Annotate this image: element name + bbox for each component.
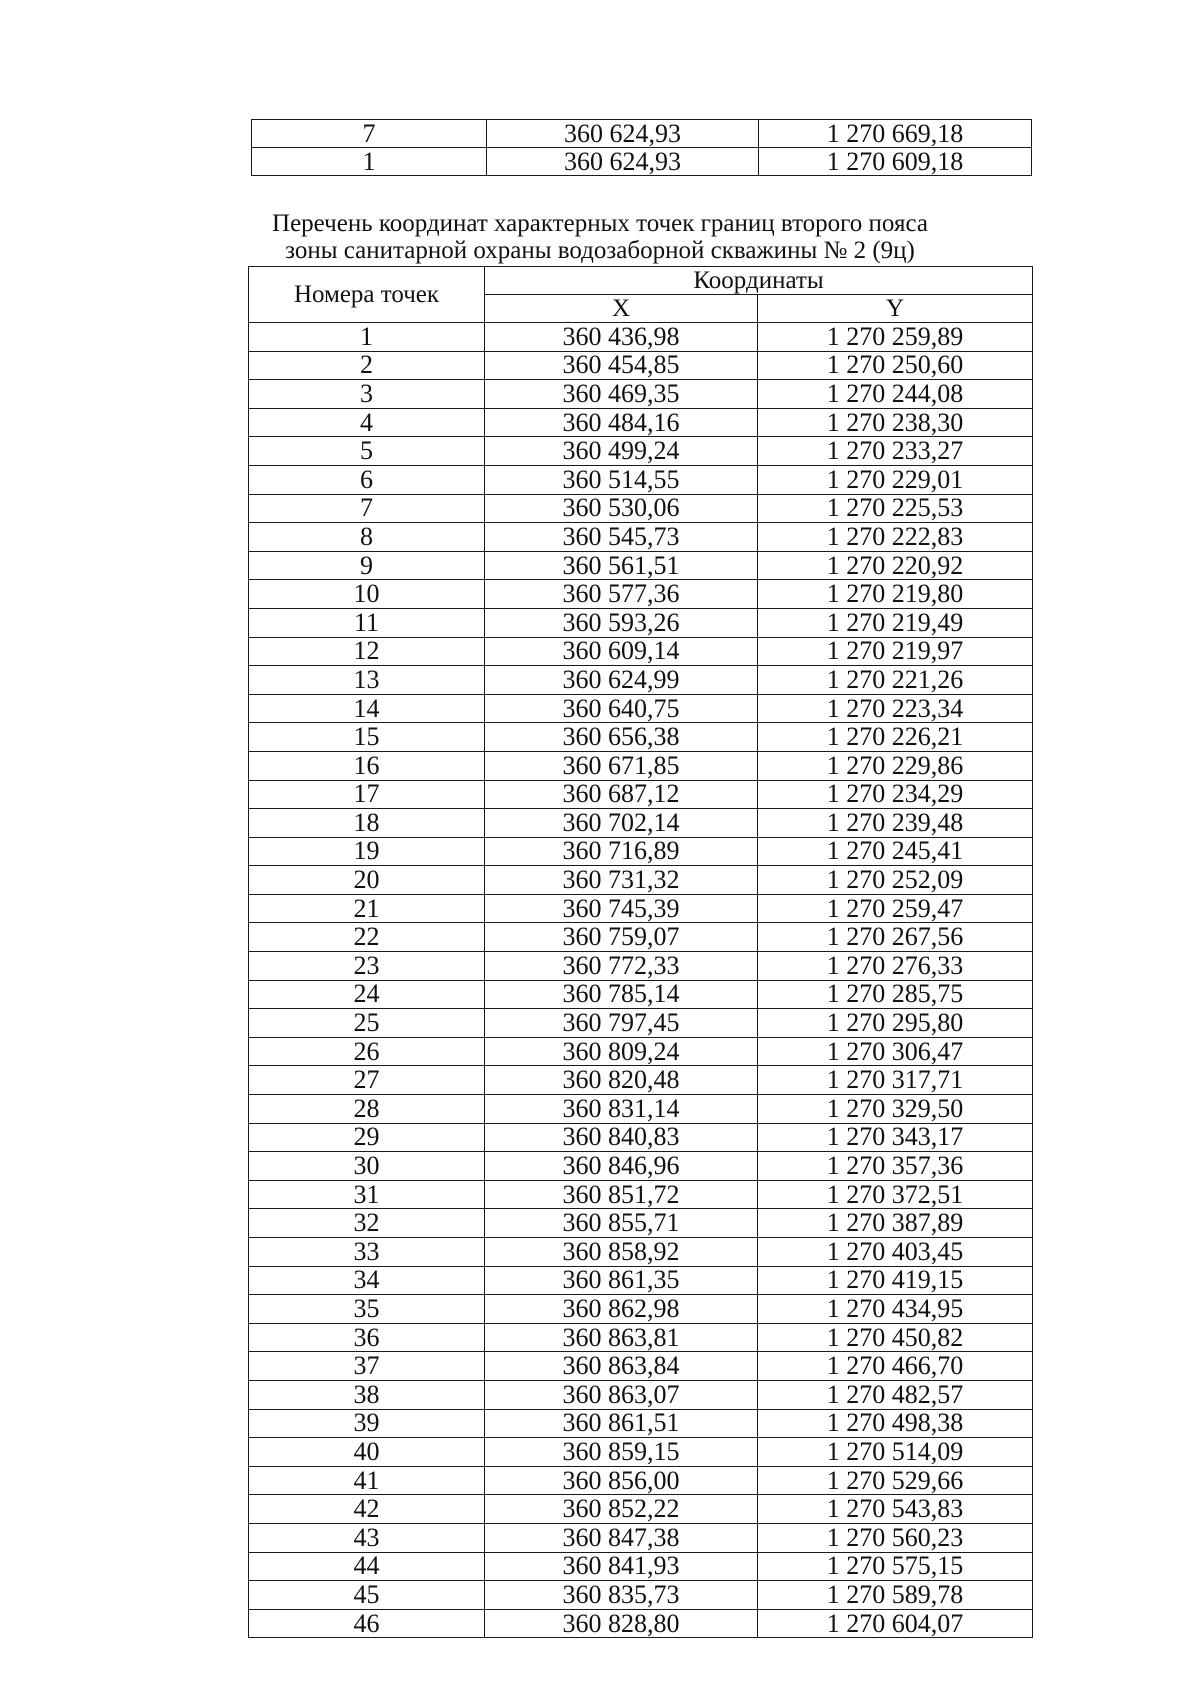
table-row (249, 1438, 1033, 1467)
point-number-cell: 28 (249, 1095, 485, 1124)
point-number-cell: 17 (249, 780, 485, 809)
previous-table-body (252, 120, 1032, 176)
y-coordinate-cell: 1 270 234,29 (758, 780, 1033, 809)
y-coordinate-cell: 1 270 575,15 (758, 1552, 1033, 1581)
table-title-line-2: зоны санитарной охраны водозаборной скважины № 2 (9ц) (285, 237, 915, 264)
x-coordinate-cell: 360 624,99 (485, 666, 758, 695)
x-coordinate-cell: 360 561,51 (485, 551, 758, 580)
y-coordinate-cell: 1 270 219,49 (758, 608, 1033, 637)
point-number-cell: 45 (249, 1581, 485, 1610)
point-number-cell: 46 (249, 1609, 485, 1638)
table-row (249, 1609, 1033, 1638)
table-row (249, 408, 1033, 437)
y-coordinate-cell: 1 270 604,07 (758, 1609, 1033, 1638)
x-coordinate-cell: 360 846,96 (485, 1152, 758, 1181)
table-row (249, 1552, 1033, 1581)
x-coordinate-cell: 360 484,16 (485, 408, 758, 437)
point-number-cell: 34 (249, 1266, 485, 1295)
x-coordinate-cell: 360 545,73 (485, 523, 758, 552)
table-row (249, 980, 1033, 1009)
table-row (249, 780, 1033, 809)
table-row (249, 1380, 1033, 1409)
table-row (249, 923, 1033, 952)
header-coordinates: Координаты (485, 267, 1033, 295)
x-coordinate-cell: 360 624,93 (487, 120, 759, 148)
y-coordinate-cell: 1 270 343,17 (758, 1123, 1033, 1152)
x-coordinate-cell: 360 856,00 (485, 1466, 758, 1495)
point-number-cell: 43 (249, 1523, 485, 1552)
table-row (252, 120, 1032, 148)
x-coordinate-cell: 360 469,35 (485, 380, 758, 409)
x-coordinate-cell: 360 785,14 (485, 980, 758, 1009)
table-row (249, 1095, 1033, 1124)
table-row (249, 1409, 1033, 1438)
x-coordinate-cell: 360 514,55 (485, 465, 758, 494)
table-row (249, 551, 1033, 580)
x-coordinate-cell: 360 831,14 (485, 1095, 758, 1124)
y-coordinate-cell: 1 270 259,89 (758, 323, 1033, 352)
coordinates-table-header (249, 267, 1033, 323)
table-row (249, 523, 1033, 552)
x-coordinate-cell: 360 454,85 (485, 351, 758, 380)
x-coordinate-cell: 360 828,80 (485, 1609, 758, 1638)
x-coordinate-cell: 360 671,85 (485, 751, 758, 780)
table-row (249, 894, 1033, 923)
y-coordinate-cell: 1 270 589,78 (758, 1581, 1033, 1610)
table-row (249, 1037, 1033, 1066)
y-coordinate-cell: 1 270 295,80 (758, 1009, 1033, 1038)
x-coordinate-cell: 360 716,89 (485, 837, 758, 866)
point-number-cell: 30 (249, 1152, 485, 1181)
y-coordinate-cell: 1 270 498,38 (758, 1409, 1033, 1438)
point-number-cell: 41 (249, 1466, 485, 1495)
y-coordinate-cell: 1 270 259,47 (758, 894, 1033, 923)
x-coordinate-cell: 360 656,38 (485, 723, 758, 752)
x-coordinate-cell: 360 809,24 (485, 1037, 758, 1066)
y-coordinate-cell: 1 270 219,80 (758, 580, 1033, 609)
table-row (249, 1180, 1033, 1209)
point-number-cell: 44 (249, 1552, 485, 1581)
point-number-cell: 40 (249, 1438, 485, 1467)
y-coordinate-cell: 1 270 514,09 (758, 1438, 1033, 1467)
table-row (249, 608, 1033, 637)
y-coordinate-cell: 1 270 543,83 (758, 1495, 1033, 1524)
x-coordinate-cell: 360 840,83 (485, 1123, 758, 1152)
point-number-cell: 39 (249, 1409, 485, 1438)
point-number-cell: 36 (249, 1323, 485, 1352)
x-coordinate-cell: 360 863,07 (485, 1380, 758, 1409)
y-coordinate-cell: 1 270 245,41 (758, 837, 1033, 866)
point-number-cell: 10 (249, 580, 485, 609)
x-coordinate-cell: 360 835,73 (485, 1581, 758, 1610)
header-x: X (485, 295, 758, 323)
point-number-cell: 21 (249, 894, 485, 923)
point-number-cell: 16 (249, 751, 485, 780)
y-coordinate-cell: 1 270 225,53 (758, 494, 1033, 523)
header-point-numbers: Номера точек (249, 267, 485, 323)
point-number-cell: 7 (249, 494, 485, 523)
table-row (249, 1466, 1033, 1495)
y-coordinate-cell: 1 270 223,34 (758, 694, 1033, 723)
x-coordinate-cell: 360 863,84 (485, 1352, 758, 1381)
point-number-cell: 37 (249, 1352, 485, 1381)
table-row (249, 837, 1033, 866)
y-coordinate-cell: 1 270 219,97 (758, 637, 1033, 666)
table-row (249, 323, 1033, 352)
point-number-cell: 18 (249, 809, 485, 838)
coordinates-table (248, 266, 1033, 1638)
point-number-cell: 7 (252, 120, 487, 148)
x-coordinate-cell: 360 577,36 (485, 580, 758, 609)
point-number-cell: 8 (249, 523, 485, 552)
x-coordinate-cell: 360 745,39 (485, 894, 758, 923)
y-coordinate-cell: 1 270 669,18 (759, 120, 1032, 148)
y-coordinate-cell: 1 270 239,48 (758, 809, 1033, 838)
table-row (249, 1352, 1033, 1381)
table-row (252, 148, 1032, 176)
table-row (249, 580, 1033, 609)
table-row (249, 637, 1033, 666)
y-coordinate-cell: 1 270 285,75 (758, 980, 1033, 1009)
point-number-cell: 29 (249, 1123, 485, 1152)
table-title-line-1: Перечень координат характерных точек границ второго пояса (272, 210, 928, 237)
x-coordinate-cell: 360 851,72 (485, 1180, 758, 1209)
point-number-cell: 33 (249, 1238, 485, 1267)
previous-coordinates-table-continuation (251, 119, 1032, 176)
table-row (249, 465, 1033, 494)
y-coordinate-cell: 1 270 221,26 (758, 666, 1033, 695)
table-row (249, 666, 1033, 695)
x-coordinate-cell: 360 530,06 (485, 494, 758, 523)
point-number-cell: 1 (249, 323, 485, 352)
table-row (249, 694, 1033, 723)
point-number-cell: 11 (249, 608, 485, 637)
point-number-cell: 31 (249, 1180, 485, 1209)
x-coordinate-cell: 360 499,24 (485, 437, 758, 466)
table-row (249, 866, 1033, 895)
point-number-cell: 12 (249, 637, 485, 666)
table-row (249, 1209, 1033, 1238)
point-number-cell: 42 (249, 1495, 485, 1524)
y-coordinate-cell: 1 270 419,15 (758, 1266, 1033, 1295)
table-row (249, 437, 1033, 466)
table-row (249, 1495, 1033, 1524)
point-number-cell: 2 (249, 351, 485, 380)
point-number-cell: 6 (249, 465, 485, 494)
point-number-cell: 26 (249, 1037, 485, 1066)
y-coordinate-cell: 1 270 357,36 (758, 1152, 1033, 1181)
x-coordinate-cell: 360 847,38 (485, 1523, 758, 1552)
y-coordinate-cell: 1 270 317,71 (758, 1066, 1033, 1095)
x-coordinate-cell: 360 702,14 (485, 809, 758, 838)
point-number-cell: 25 (249, 1009, 485, 1038)
header-y: Y (758, 295, 1033, 323)
y-coordinate-cell: 1 270 252,09 (758, 866, 1033, 895)
y-coordinate-cell: 1 270 267,56 (758, 923, 1033, 952)
point-number-cell: 15 (249, 723, 485, 752)
point-number-cell: 27 (249, 1066, 485, 1095)
point-number-cell: 1 (252, 148, 487, 176)
y-coordinate-cell: 1 270 466,70 (758, 1352, 1033, 1381)
y-coordinate-cell: 1 270 560,23 (758, 1523, 1033, 1552)
y-coordinate-cell: 1 270 482,57 (758, 1380, 1033, 1409)
table-row (249, 952, 1033, 981)
table-row (249, 751, 1033, 780)
x-coordinate-cell: 360 820,48 (485, 1066, 758, 1095)
table-row (249, 723, 1033, 752)
y-coordinate-cell: 1 270 306,47 (758, 1037, 1033, 1066)
y-coordinate-cell: 1 270 238,30 (758, 408, 1033, 437)
y-coordinate-cell: 1 270 329,50 (758, 1095, 1033, 1124)
y-coordinate-cell: 1 270 229,01 (758, 465, 1033, 494)
y-coordinate-cell: 1 270 403,45 (758, 1238, 1033, 1267)
point-number-cell: 23 (249, 952, 485, 981)
point-number-cell: 24 (249, 980, 485, 1009)
table-row (249, 1152, 1033, 1181)
point-number-cell: 13 (249, 666, 485, 695)
y-coordinate-cell: 1 270 244,08 (758, 380, 1033, 409)
table-row (249, 1123, 1033, 1152)
point-number-cell: 32 (249, 1209, 485, 1238)
table-row (249, 494, 1033, 523)
point-number-cell: 14 (249, 694, 485, 723)
point-number-cell: 9 (249, 551, 485, 580)
table-row (249, 1009, 1033, 1038)
x-coordinate-cell: 360 687,12 (485, 780, 758, 809)
y-coordinate-cell: 1 270 450,82 (758, 1323, 1033, 1352)
table-row (249, 380, 1033, 409)
x-coordinate-cell: 360 640,75 (485, 694, 758, 723)
table-row (249, 351, 1033, 380)
point-number-cell: 4 (249, 408, 485, 437)
point-number-cell: 3 (249, 380, 485, 409)
x-coordinate-cell: 360 863,81 (485, 1323, 758, 1352)
point-number-cell: 38 (249, 1380, 485, 1409)
x-coordinate-cell: 360 859,15 (485, 1438, 758, 1467)
point-number-cell: 22 (249, 923, 485, 952)
x-coordinate-cell: 360 861,51 (485, 1409, 758, 1438)
table-row (249, 1266, 1033, 1295)
x-coordinate-cell: 360 855,71 (485, 1209, 758, 1238)
y-coordinate-cell: 1 270 220,92 (758, 551, 1033, 580)
y-coordinate-cell: 1 270 276,33 (758, 952, 1033, 981)
x-coordinate-cell: 360 862,98 (485, 1295, 758, 1324)
x-coordinate-cell: 360 593,26 (485, 608, 758, 637)
point-number-cell: 35 (249, 1295, 485, 1324)
y-coordinate-cell: 1 270 434,95 (758, 1295, 1033, 1324)
y-coordinate-cell: 1 270 233,27 (758, 437, 1033, 466)
x-coordinate-cell: 360 609,14 (485, 637, 758, 666)
x-coordinate-cell: 360 861,35 (485, 1266, 758, 1295)
y-coordinate-cell: 1 270 609,18 (759, 148, 1032, 176)
table-row (249, 1581, 1033, 1610)
table-row (249, 1238, 1033, 1267)
x-coordinate-cell: 360 759,07 (485, 923, 758, 952)
y-coordinate-cell: 1 270 529,66 (758, 1466, 1033, 1495)
table-row (249, 1323, 1033, 1352)
point-number-cell: 20 (249, 866, 485, 895)
x-coordinate-cell: 360 436,98 (485, 323, 758, 352)
x-coordinate-cell: 360 772,33 (485, 952, 758, 981)
y-coordinate-cell: 1 270 387,89 (758, 1209, 1033, 1238)
x-coordinate-cell: 360 852,22 (485, 1495, 758, 1524)
table-row (249, 1066, 1033, 1095)
table-row (249, 1295, 1033, 1324)
x-coordinate-cell: 360 624,93 (487, 148, 759, 176)
x-coordinate-cell: 360 797,45 (485, 1009, 758, 1038)
x-coordinate-cell: 360 731,32 (485, 866, 758, 895)
x-coordinate-cell: 360 841,93 (485, 1552, 758, 1581)
y-coordinate-cell: 1 270 250,60 (758, 351, 1033, 380)
y-coordinate-cell: 1 270 229,86 (758, 751, 1033, 780)
y-coordinate-cell: 1 270 222,83 (758, 523, 1033, 552)
y-coordinate-cell: 1 270 372,51 (758, 1180, 1033, 1209)
x-coordinate-cell: 360 858,92 (485, 1238, 758, 1267)
table-row (249, 1523, 1033, 1552)
point-number-cell: 5 (249, 437, 485, 466)
coordinates-table-body (249, 323, 1033, 1638)
y-coordinate-cell: 1 270 226,21 (758, 723, 1033, 752)
table-row (249, 809, 1033, 838)
point-number-cell: 19 (249, 837, 485, 866)
